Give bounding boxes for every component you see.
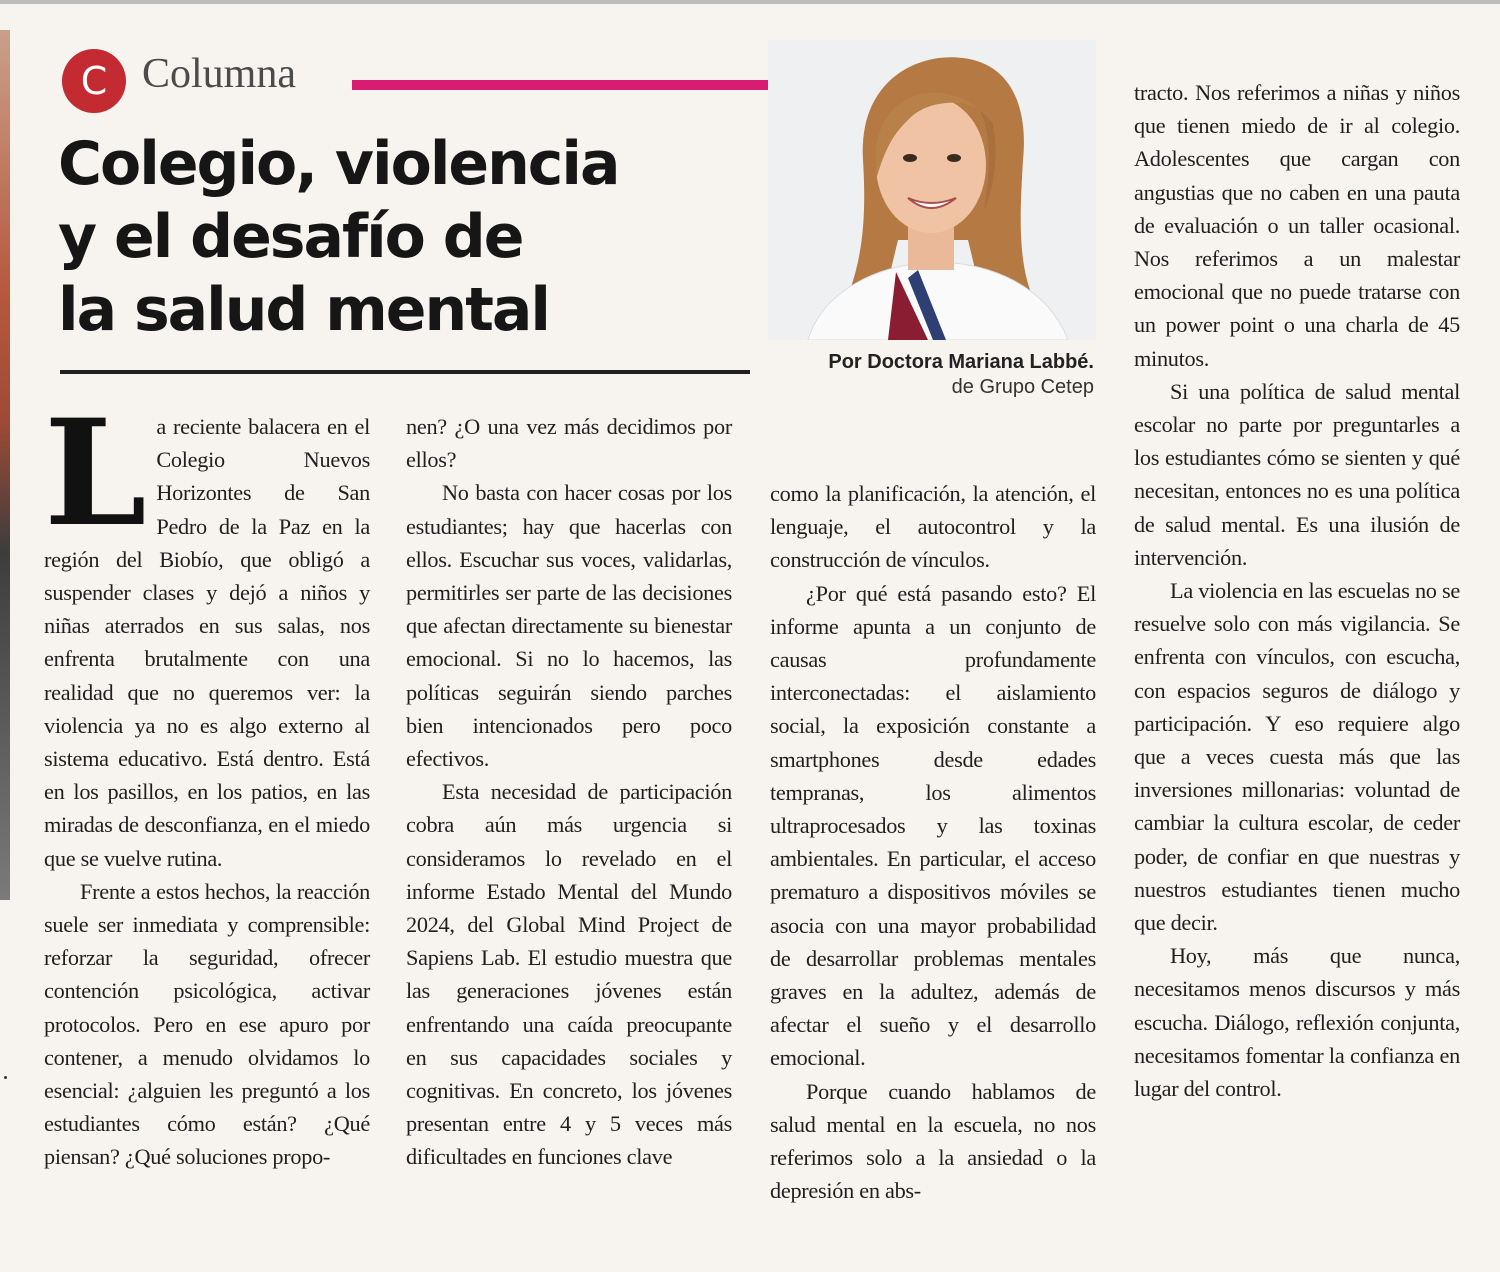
adjacent-page-edge <box>0 30 10 900</box>
headline-line: Colegio, violencia <box>58 129 619 199</box>
edge-mark <box>4 1076 7 1079</box>
article-paragraph: Hoy, más que nunca, necesitamos menos discursos y más escucha. Diálogo, reflexión conjunta, necesitamos fomentar la confianza en lugar del control. <box>1134 943 1460 1102</box>
article-paragraph: como la planificación, la atención, el lenguaje, el autocontrol y la construcción de vínculos. <box>770 481 1096 573</box>
headline <box>58 128 758 347</box>
article-column-1 <box>44 388 370 1174</box>
section-accent-bar <box>352 80 768 90</box>
page-top-border <box>0 0 1500 4</box>
article-paragraph: La violencia en las escuelas no se resuelve solo con más vigilancia. Se enfrenta con vínculos, con escucha, con espacios seguros de diálogo y participación. Y eso requiere algo que a veces cuesta más que las inversiones millonarias: voluntad de cambiar la cultura escolar, de ceder poder, de confiar en que nuestras y nuestros estudiantes tienen mucho que decir. <box>1134 578 1460 936</box>
drop-cap: L <box>44 388 147 559</box>
article-paragraph: ¿Por qué está pasando esto? El informe apunta a un conjunto de causas profundamente interconectadas: el aislamiento social, la exposición constante a smartphones desde edades tempranas, los alimentos ultraprocesados y las toxinas ambientales. En particular, el acceso prematuro a dispositivos móviles se asocia con una mayor probabilidad de desarrollar problemas mentales graves en la adultez, además de afectar el sueño y el desarrollo emocional. <box>770 580 1096 1071</box>
paragraph-text: a reciente balacera en el Colegio Nuevos Horizontes de San Pedro de la Paz en la región del Biobío, que obligó a suspender clases y dejó a niños y niñas aterrados en sus salas, nos enfrenta brutalmente con una realidad que no queremos ver: la violencia ya no es algo externo al sistema educativo. Está dentro. Está en los pasillos, en los patios, en las miradas de desconfianza, en el miedo que se vuelve rutina. <box>44 414 370 871</box>
column-badge-icon: C <box>62 49 126 113</box>
article-column-3 <box>770 477 1096 1207</box>
article-paragraph: Si una política de salud mental escolar no parte por preguntarles a los estudiantes cómo se sienten y qué necesitan, entonces no es una política de salud mental. Es una ilusión de intervención. <box>1134 378 1460 570</box>
byline <box>770 350 1094 400</box>
headline-rule <box>60 370 750 374</box>
section-label: Columna <box>142 51 296 97</box>
article-column-4 <box>1134 76 1460 1105</box>
article-paragraph: nen? ¿O una vez más decidimos por ellos? <box>406 414 732 473</box>
author-name: Por Doctora Mariana Labbé. <box>828 351 1094 373</box>
article-paragraph <box>44 388 370 875</box>
article-column-2 <box>406 410 732 1174</box>
article-paragraph: Porque cuando hablamos de salud mental en la escuela, no nos referimos solo a la ansiedad o la depresión en abs- <box>770 1078 1096 1204</box>
article-paragraph: No basta con hacer cosas por los estudiantes; hay que hacerlas con ellos. Escuchar sus voces, validarlas, permitirles ser parte de las decisiones que afectan directamente su bienestar emocional. Si no lo hacemos, las políticas seguirán siendo parches bien intencionados pero poco efectivos. <box>406 480 732 772</box>
headline-line: y el desafío de <box>58 202 523 272</box>
article-paragraph: Esta necesidad de participación cobra aún más urgencia si consideramos lo revelado en el informe Estado Mental del Mundo 2024, del Global Mind Project de Sapiens Lab. El estudio muestra que las generaciones jóvenes están enfrentando una caída preocupante en sus capacidades sociales y cognitivas. En concreto, los jóvenes presentan entre 4 y 5 veces más dificultades en funciones clave <box>406 779 732 1170</box>
article-paragraph: Frente a estos hechos, la reacción suele ser inmediata y comprensible: reforzar la seguridad, ofrecer contención psicológica, activar protocolos. Pero en ese apuro por contener, a menudo olvidamos lo esencial: ¿alguien les preguntó a los estudiantes cómo están? ¿Qué piensan? ¿Qué soluciones propo- <box>44 878 370 1170</box>
headline-line: la salud mental <box>58 275 549 345</box>
article-paragraph: tracto. Nos referimos a niñas y niños que tienen miedo de ir al colegio. Adolescentes que cargan con angustias que no caben en una pauta de evaluación o un taller ocasional. Nos referimos a un malestar emocional que no puede tratarse con un power point o una charla de 45 minutos. <box>1134 80 1460 371</box>
author-portrait-illustration <box>768 40 1096 340</box>
author-photo <box>768 40 1096 340</box>
author-organization: de Grupo Cetep <box>951 376 1094 398</box>
